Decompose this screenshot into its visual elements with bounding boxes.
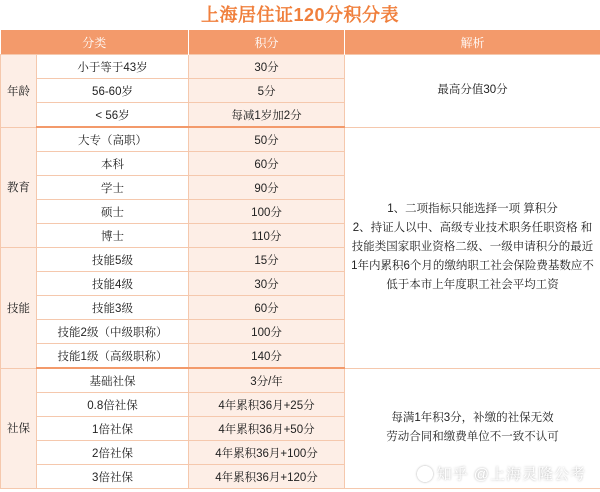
points-table: [0, 30, 600, 489]
points-cell: 100分: [189, 200, 345, 224]
item-cell: 小于等于43岁: [37, 55, 189, 79]
item-cell: 3倍社保: [37, 465, 189, 489]
category-skill: 技能: [1, 248, 37, 369]
points-cell: 4年累积36月+100分: [189, 441, 345, 465]
item-cell: 技能3级: [37, 296, 189, 320]
item-cell: 1倍社保: [37, 417, 189, 441]
note-si-line-2: 劳动合同和缴费单位不一致不认可: [386, 431, 559, 444]
note-age: 最高分值30分: [345, 55, 600, 128]
points-cell: 100分: [189, 320, 345, 344]
points-cell: 4年累积36月+25分: [189, 393, 345, 417]
item-cell: 博士: [37, 224, 189, 248]
table-row: [1, 127, 600, 152]
item-cell: 技能2级（中级职称）: [37, 320, 189, 344]
note-text: [351, 200, 594, 295]
points-cell: 5分: [189, 79, 345, 103]
watermark: [417, 463, 586, 484]
points-cell: 110分: [189, 224, 345, 248]
table-row: [1, 368, 600, 393]
item-cell: 2倍社保: [37, 441, 189, 465]
item-cell: 硕士: [37, 200, 189, 224]
note-line-1: 1、二项指标只能选择一项 算积分: [387, 203, 558, 215]
item-cell: 56-60岁: [37, 79, 189, 103]
table-header-row: [1, 30, 600, 55]
points-cell: 50分: [189, 127, 345, 152]
item-cell: < 56岁: [37, 103, 189, 128]
item-cell: 技能1级（高级职称）: [37, 344, 189, 369]
points-cell: 140分: [189, 344, 345, 369]
page-title: 上海居住证120分积分表: [200, 5, 400, 25]
points-cell: 90分: [189, 176, 345, 200]
points-cell: 15分: [189, 248, 345, 272]
points-cell: 4年累积36月+50分: [189, 417, 345, 441]
category-social-insurance: 社保: [1, 368, 37, 489]
points-cell: 每减1岁加2分: [189, 103, 345, 128]
note-si-line-1: 每满1年积3分，补缴的社保无效: [391, 412, 554, 425]
note-line-2: 2、持证人以中、高级专业技术职务任职资格 和技能类国家职业资格二级、一级申请积分的最近1年内累积6个月的缴纳职工社会保险费基数应不低于本市上年度职工社会平均工资: [351, 222, 594, 291]
zhihu-logo-icon: [417, 466, 433, 482]
points-cell: 60分: [189, 296, 345, 320]
points-cell: 30分: [189, 55, 345, 79]
item-cell: 技能5级: [37, 248, 189, 272]
points-cell: 4年累积36月+120分: [189, 465, 345, 489]
item-cell: 技能4级: [37, 272, 189, 296]
table-row: [1, 55, 600, 79]
header-category: 分类: [1, 30, 189, 55]
header-notes: 解析: [345, 30, 600, 55]
item-cell: 大专（高职）: [37, 127, 189, 152]
item-cell: 学士: [37, 176, 189, 200]
points-cell: 30分: [189, 272, 345, 296]
header-points: 积分: [189, 30, 345, 55]
category-education: 教育: [1, 127, 37, 248]
points-cell: 3分/年: [189, 368, 345, 393]
item-cell: 基础社保: [37, 368, 189, 393]
watermark-text: 知乎 @上海灵隆公考: [436, 466, 586, 483]
item-cell: 本科: [37, 152, 189, 176]
item-cell: 0.8倍社保: [37, 393, 189, 417]
category-age: 年龄: [1, 55, 37, 128]
points-cell: 60分: [189, 152, 345, 176]
note-education-skill: [345, 127, 600, 368]
